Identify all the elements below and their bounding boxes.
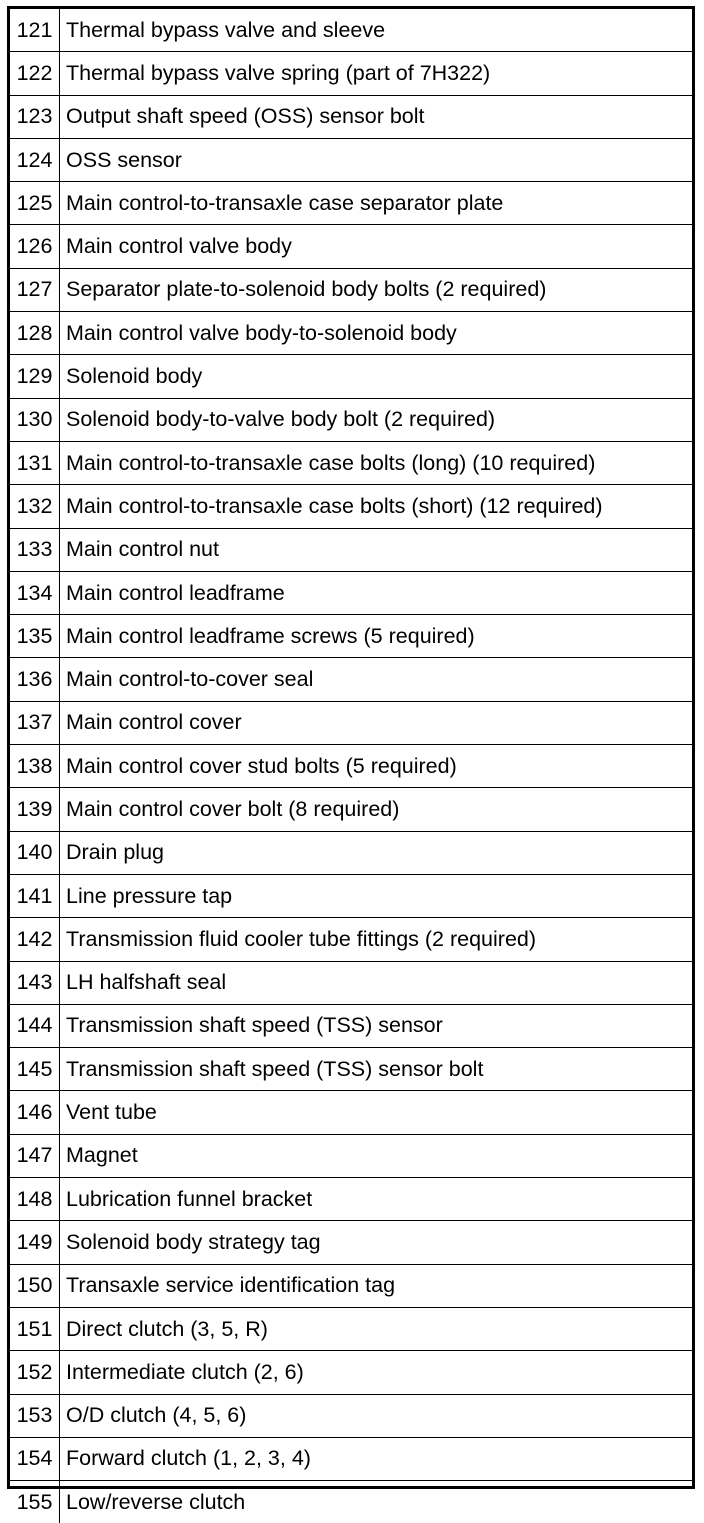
parts-legend-table [7, 6, 695, 1514]
table-row [10, 268, 692, 311]
part-description: Main control leadframe [60, 571, 693, 614]
part-description: Transaxle service identification tag [60, 1264, 693, 1307]
table-row [10, 831, 692, 874]
part-description: Vent tube [60, 1091, 693, 1134]
table-row [10, 1221, 692, 1264]
table-row [10, 95, 692, 138]
table-row [10, 9, 692, 52]
table-row [10, 1091, 692, 1134]
part-description: Thermal bypass valve and sleeve [66, 17, 386, 42]
part-number: 132 [10, 485, 60, 528]
part-number: 155 [10, 1481, 60, 1523]
table-row [10, 658, 692, 701]
table-row [10, 182, 692, 225]
part-number: 146 [10, 1091, 60, 1134]
part-description: Main control-to-transaxle case bolts (long) (10 required) [60, 441, 693, 484]
part-description: LH halfshaft seal [60, 961, 693, 1004]
part-description: Line pressure tap [60, 874, 693, 917]
part-number: 135 [10, 615, 60, 658]
table-row [10, 312, 692, 355]
part-description: O/D clutch (4, 5, 6) [60, 1394, 693, 1437]
part-number: 142 [10, 918, 60, 961]
part-number: 124 [10, 138, 60, 181]
table-row [10, 615, 692, 658]
table-row [10, 1307, 692, 1350]
part-number: 154 [10, 1437, 60, 1480]
part-number: 130 [10, 398, 60, 441]
part-number: 137 [10, 701, 60, 744]
table-row [10, 1264, 692, 1307]
part-description: Solenoid body-to-valve body bolt (2 required) [60, 398, 693, 441]
part-number: 125 [10, 182, 60, 225]
part-number: 123 [10, 95, 60, 138]
table-row [10, 1178, 692, 1221]
part-number: 141 [10, 874, 60, 917]
part-description: Output shaft speed (OSS) sensor bolt [60, 95, 693, 138]
part-number: 129 [10, 355, 60, 398]
part-description: Main control cover [60, 701, 693, 744]
part-number: 150 [10, 1264, 60, 1307]
part-number: 152 [10, 1351, 60, 1394]
part-description: Lubrication funnel bracket [60, 1178, 693, 1221]
part-number: 149 [10, 1221, 60, 1264]
table-row [10, 441, 692, 484]
table-row [10, 701, 692, 744]
table-row [10, 355, 692, 398]
part-number: 153 [10, 1394, 60, 1437]
table-row [10, 1004, 692, 1047]
part-description: Thermal bypass valve spring (part of 7H322) [60, 52, 693, 95]
table-row [10, 138, 692, 181]
part-description: Main control-to-transaxle case separator plate [60, 182, 693, 225]
part-number: 131 [10, 441, 60, 484]
table-row [10, 528, 692, 571]
part-number: 148 [10, 1178, 60, 1221]
table-row [10, 485, 692, 528]
part-number: 128 [10, 312, 60, 355]
part-description: Main control nut [60, 528, 693, 571]
part-description: Drain plug [60, 831, 693, 874]
part-number: 134 [10, 571, 60, 614]
part-description: Intermediate clutch (2, 6) [60, 1351, 693, 1394]
table-row [10, 398, 692, 441]
part-description: Transmission shaft speed (TSS) sensor bolt [60, 1048, 693, 1091]
table-row [10, 874, 692, 917]
part-description: Low/reverse clutch [60, 1481, 693, 1523]
part-number: 144 [10, 1004, 60, 1047]
part-number: 151 [10, 1307, 60, 1350]
table-row [10, 1048, 692, 1091]
part-description: Main control-to-transaxle case bolts (short) (12 required) [60, 485, 693, 528]
part-description: Magnet [60, 1134, 693, 1177]
part-number: 139 [10, 788, 60, 831]
part-description: Transmission fluid cooler tube fittings (2 required) [60, 918, 693, 961]
part-number: 145 [10, 1048, 60, 1091]
part-description: Solenoid body [60, 355, 693, 398]
table-row [10, 52, 692, 95]
table-row [10, 745, 692, 788]
table-row [10, 1437, 692, 1480]
table-row [10, 571, 692, 614]
table-row [10, 961, 692, 1004]
part-description: Main control valve body-to-solenoid body [60, 312, 693, 355]
part-description: Main control-to-cover seal [60, 658, 693, 701]
part-description: Main control valve body [60, 225, 693, 268]
part-number: 136 [10, 658, 60, 701]
table-row [10, 788, 692, 831]
part-description: Main control cover stud bolts (5 required) [60, 745, 693, 788]
part-number: 138 [10, 745, 60, 788]
table-row [10, 1134, 692, 1177]
part-description: Solenoid body strategy tag [60, 1221, 693, 1264]
part-number: 140 [10, 831, 60, 874]
part-description: Main control cover bolt (8 required) [60, 788, 693, 831]
part-number: 127 [10, 268, 60, 311]
table-row [10, 1351, 692, 1394]
legend-body [10, 9, 692, 1523]
part-description: Forward clutch (1, 2, 3, 4) [60, 1437, 693, 1480]
part-description: OSS sensor [60, 138, 693, 181]
parts-legend [10, 9, 692, 1523]
part-description: Transmission shaft speed (TSS) sensor [60, 1004, 693, 1047]
table-row [10, 225, 692, 268]
part-description: Main control leadframe screws (5 required) [60, 615, 693, 658]
table-row [10, 1481, 692, 1523]
part-number: 133 [10, 528, 60, 571]
table-row [10, 1394, 692, 1437]
part-number: 143 [10, 961, 60, 1004]
table-row [10, 918, 692, 961]
part-description: Direct clutch (3, 5, R) [60, 1307, 693, 1350]
part-number: 147 [10, 1134, 60, 1177]
part-number: 121 [10, 9, 60, 52]
part-description: Separator plate-to-solenoid body bolts (2 required) [60, 268, 693, 311]
part-number: 126 [10, 225, 60, 268]
part-number: 122 [10, 52, 60, 95]
